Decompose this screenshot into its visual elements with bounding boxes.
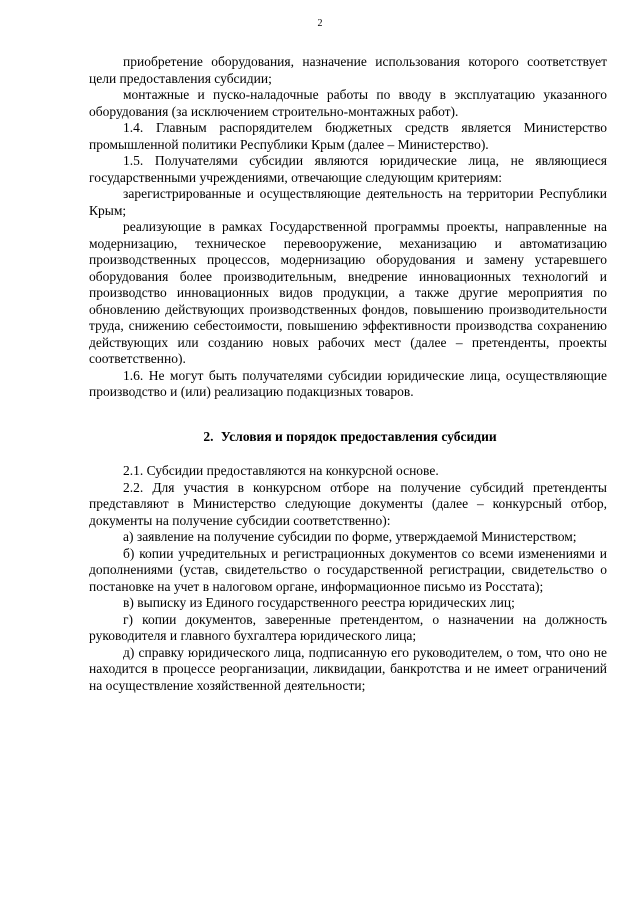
list-item: г) копии документов, заверенные претендентом, о назначении на должность руководителя и главного бухгалтера юридического лица;: [89, 611, 607, 643]
paragraph: 1.6. Не могут быть получателями субсидии юридические лица, осуществляющие производство и (или) реализацию подакцизных товаров.: [89, 367, 607, 399]
paragraph: 2.1. Субсидии предоставляются на конкурсной основе.: [123, 463, 439, 478]
section-title: Условия и порядок предоставления субсидии: [220, 428, 497, 444]
paragraph: реализующие в рамках Государственной программы проекты, направленные на модернизацию, техническое перевооружение, механизацию и автоматизацию производственных процессов, модернизацию оборудования и замену устаревшего оборудования более производительным, внедрение инновационных технологий и производство инновационных видов продукции, а также другие мероприятия по обновлению действующих производственных фондов, повышению производительности труда, снижению себестоимости, повышению эффективности производства сохранению действующих или созданию новых рабочих мест (далее – претенденты, проекты соответственно).: [89, 219, 607, 366]
section-number: 2.: [203, 428, 214, 444]
section-heading: [89, 429, 607, 446]
paragraph: 1.5. Получателями субсидии являются юридические лица, не являющиеся государственными учреждениями, отвечающие следующим критериям:: [89, 153, 607, 185]
paragraph: 2.2. Для участия в конкурсном отборе на получение субсидий претенденты представляют в Министерство следующие документы (далее – конкурсный отбор, документы на получение субсидии соответственно):: [89, 479, 607, 528]
paragraph: 1.4. Главным распорядителем бюджетных средств является Министерство промышленной политики Республики Крым (далее – Министерство).: [89, 120, 607, 152]
paragraph: монтажные и пуско-наладочные работы по вводу в эксплуатацию указанного оборудования (за исключением строительно-монтажных работ).: [89, 87, 607, 119]
page-number: 2: [317, 18, 323, 29]
paragraph: зарегистрированные и осуществляющие деятельность на территории Республики Крым;: [89, 186, 607, 218]
list-item: в) выписку из Единого государственного реестра юридических лиц;: [123, 595, 515, 610]
list-item: д) справку юридического лица, подписанную его руководителем, о том, что оно не находится в процессе реорганизации, ликвидации, банкротства и не имеет ограничений на осуществление хозяйственной деятельности;: [89, 644, 607, 693]
list-item: б) копии учредительных и регистрационных документов со всеми изменениями и дополнениями (устав, свидетельство о государственной регистрации, свидетельство о постановке на учет в налоговом органе, информационное письмо из Росстата);: [89, 545, 607, 594]
paragraph: приобретение оборудования, назначение использования которого соответствует цели предоставления субсидии;: [89, 54, 607, 86]
document-body: [89, 54, 607, 694]
list-item: а) заявление на получение субсидии по форме, утверждаемой Министерством;: [123, 529, 577, 544]
